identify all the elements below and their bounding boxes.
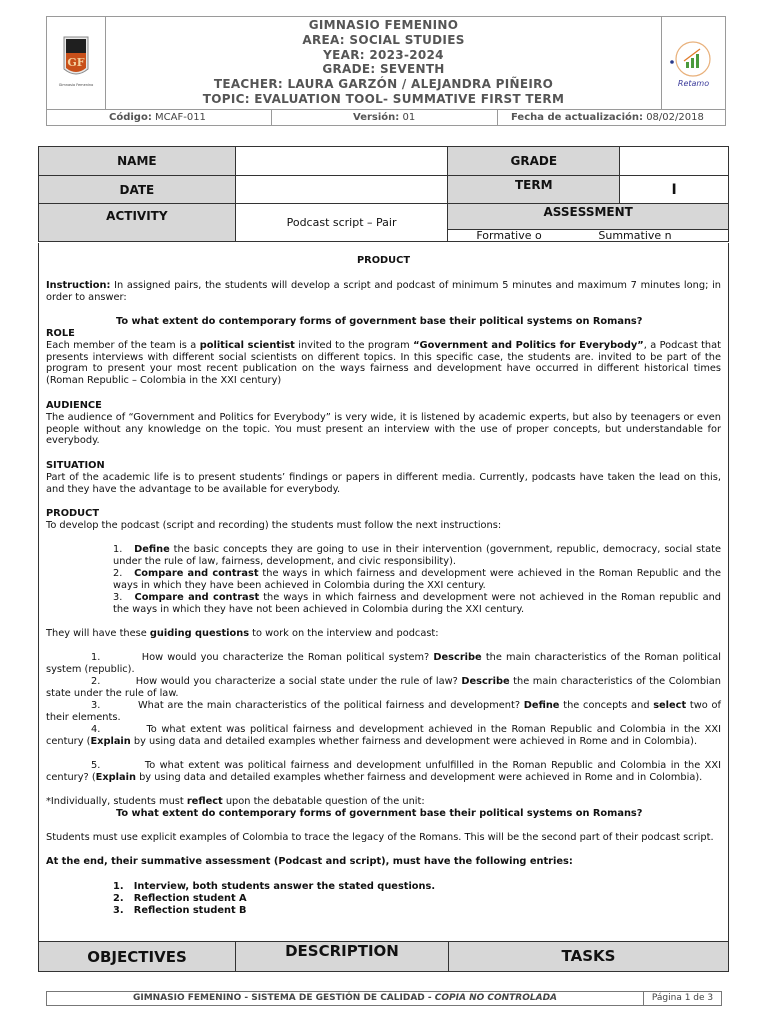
role-bold-2: “Government and Politics for Everybody” xyxy=(413,340,644,351)
grade-field[interactable] xyxy=(620,147,729,176)
date-field[interactable] xyxy=(235,176,448,204)
step-1 xyxy=(113,544,721,567)
gq-4-text-c: by using data and detailed examples whether fairness and development were achieved in Rome and in Colombia). xyxy=(130,735,698,747)
header-line-topic: TOPIC: EVALUATION TOOL- SUMMATIVE FIRST TERM xyxy=(202,91,565,106)
codigo-label: Código: xyxy=(109,112,152,123)
reflect-text-2: upon the debatable question of the unit: xyxy=(222,796,425,807)
name-field[interactable] xyxy=(235,147,448,176)
product-title: PRODUCT xyxy=(356,255,410,266)
entry-1-text: Interview, both students answer the stated questions. xyxy=(133,881,436,892)
retamo-logo xyxy=(661,17,725,109)
gq-5-num: 5. xyxy=(91,760,101,771)
gq-2-num: 2. xyxy=(91,676,101,687)
gq-1-text-a: How would you characterize the Roman political system? xyxy=(141,652,434,663)
gq-3-text-e: two of their elements. xyxy=(46,700,721,723)
guiding-question-1 xyxy=(46,652,721,675)
term-value: I xyxy=(620,176,729,204)
audience-title: AUDIENCE xyxy=(46,400,102,411)
role-title: ROLE xyxy=(46,328,75,339)
codigo-cell xyxy=(109,110,206,125)
objectives-table-header xyxy=(38,941,729,972)
formative-option[interactable]: Formative o xyxy=(476,229,542,242)
situation-title: SITUATION xyxy=(46,460,105,471)
retamo-text: Retamo xyxy=(677,79,710,88)
instruction-label: Instruction: xyxy=(46,280,111,291)
gq-1-num: 1. xyxy=(91,652,101,663)
term-label: TERM xyxy=(448,176,620,204)
entry-3-text: Reflection student B xyxy=(133,905,247,916)
product-paragraph: To develop the podcast (script and recording) the students must follow the next instructions: xyxy=(46,520,502,531)
footer-text: GIMNASIO FEMENINO - SISTEMA DE GESTIÓN DE CALIDAD - xyxy=(132,993,435,1003)
gq-1-text-c: the main characteristics of the Roman political system (republic). xyxy=(46,652,721,675)
gq-2-text-a: How would you characterize a social state under the rule of law? xyxy=(135,676,462,687)
summative-entries-intro: At the end, their summative assessment (Podcast and script), must have the following entries: xyxy=(46,856,573,867)
svg-text:GF: GF xyxy=(67,56,85,69)
guiding-question-4 xyxy=(46,724,721,747)
reflect-question: To what extent do contemporary forms of government base their political systems on Romans? xyxy=(116,808,643,819)
instruction-paragraph xyxy=(46,280,721,303)
guiding-question-2 xyxy=(46,676,721,699)
gq-5-text-a: To what extent was political fairness and development unfulfilled in the Roman Republic and Colombia in the XXI century? ( xyxy=(46,760,721,783)
activity-label: ACTIVITY xyxy=(39,204,236,242)
guiding-intro xyxy=(46,628,721,640)
entry-3-num: 3. xyxy=(113,905,124,916)
reflect-bold: reflect xyxy=(186,796,223,807)
header-line-year: YEAR: 2023-2024 xyxy=(323,47,444,62)
footer-uncontrolled: COPIA NO CONTROLADA xyxy=(434,993,558,1003)
entry-2-num: 2. xyxy=(113,893,124,904)
header-title-block xyxy=(105,17,662,109)
role-text-2: invited to the program xyxy=(294,340,414,351)
driving-question: To what extent do contemporary forms of government base their political systems on Romans? xyxy=(116,316,643,327)
guiding-bold: guiding questions xyxy=(149,628,250,639)
date-label: DATE xyxy=(39,176,236,204)
step-3 xyxy=(113,592,721,615)
entry-1-num: 1. xyxy=(113,881,124,892)
gq-3-text-c: the concepts and xyxy=(559,700,654,711)
role-paragraph xyxy=(46,340,721,387)
tasks-header: TASKS xyxy=(561,947,616,965)
codigo-value: MCAF-011 xyxy=(155,112,206,123)
document-control-bar xyxy=(46,109,726,126)
gq-3-num: 3. xyxy=(91,700,101,711)
step-3-text: the ways in which fairness and development were not achieved in the Roman republic and the ways in which they have not been achieved in Colombia during the XXI century. xyxy=(113,592,722,615)
instruction-text: In assigned pairs, the students will develop a script and podcast of minimum 5 minutes and maximum 7 minutes long; in order to answer: xyxy=(46,280,721,303)
reflect-text-1: *Individually, students must xyxy=(46,796,187,807)
step-3-num: 3. xyxy=(113,592,123,603)
guiding-text-1: They will have these xyxy=(46,628,150,639)
gq-4-bold: Explain xyxy=(90,735,131,747)
guiding-question-3 xyxy=(46,700,721,723)
header-line-grade: GRADE: SEVENTH xyxy=(322,62,445,77)
gq-3-bold-1: Define xyxy=(523,700,560,711)
gq-4-text-a: To what extent was political fairness and development achieved in the Roman Republic and Colombia in the XXI century ( xyxy=(46,724,721,747)
step-1-text: the basic concepts they are going to use in their intervention (government, republic, democracy, social state under the rule of law, fairness, development, and civic responsibility). xyxy=(113,544,721,567)
grade-label: GRADE xyxy=(448,147,620,176)
gq-5-bold: Explain xyxy=(95,771,136,783)
guiding-question-5 xyxy=(46,760,721,783)
situation-paragraph: Part of the academic life is to present students’ findings or papers in different media. Currently, podcasts have taken the lead on this, and they have the advantage to be available for everybody. xyxy=(46,472,721,495)
summative-option[interactable]: Summative n xyxy=(598,229,672,242)
product-subtitle: PRODUCT xyxy=(46,508,100,519)
school-logo xyxy=(47,17,106,109)
gq-3-bold-2: select xyxy=(653,700,687,711)
role-text-1: Each member of the team is a xyxy=(46,340,200,351)
entry-1 xyxy=(113,881,435,893)
objectives-header: OBJECTIVES xyxy=(87,948,187,966)
description-header: DESCRIPTION xyxy=(285,942,399,960)
entry-2 xyxy=(113,893,247,905)
fecha-cell xyxy=(511,110,704,125)
step-2 xyxy=(113,568,721,591)
version-label: Versión: xyxy=(353,112,400,123)
product-section xyxy=(38,243,729,941)
assessment-options xyxy=(448,230,729,242)
version-cell xyxy=(353,110,415,125)
page-footer xyxy=(46,991,722,1006)
step-2-num: 2. xyxy=(113,568,123,579)
header-line-teacher: TEACHER: LAURA GARZÓN / ALEJANDRA PIÑEIRO xyxy=(213,77,554,92)
activity-value: Podcast script – Pair xyxy=(235,204,448,242)
step-3-bold: Compare and contrast xyxy=(134,592,260,603)
step-1-bold: Define xyxy=(134,544,170,555)
entry-3 xyxy=(113,905,247,917)
gq-4-num: 4. xyxy=(91,724,101,735)
gq-5-text-c: by using data and detailed examples whether fairness and development were achieved in Rome and in Colombia). xyxy=(135,771,703,783)
step-1-num: 1. xyxy=(113,544,123,555)
fecha-label: Fecha de actualización: xyxy=(511,112,643,123)
audience-paragraph: The audience of “Government and Politics for Everybody” is very wide, it is listened by academic experts, but also by teenagers or even people without any knowledge on the topic. You must present an interview with the use of proper concepts, but understandable for everybody. xyxy=(46,412,721,447)
footer-quality-system xyxy=(47,992,643,1005)
page-number: Página 1 de 3 xyxy=(651,993,714,1003)
gq-1-bold: Describe xyxy=(433,652,482,663)
guiding-text-2: to work on the interview and podcast: xyxy=(249,628,439,639)
logo-caption: Gimnasio Femenino xyxy=(58,83,94,87)
header-line-school: GIMNASIO FEMENINO xyxy=(308,18,459,32)
step-2-text: the ways in which fairness and development were achieved in the Roman Republic and the ways in which they have been achieved in Colombia during the XXI century. xyxy=(113,568,721,591)
gq-3-text-a: What are the main characteristics of the political fairness and development? xyxy=(137,700,524,711)
role-text-3: , a Podcast that presents interviews with different social scientists on different topics. In this specific case, the students are. invited to be part of the program to present your most recent publication on the ways fairness and development have occurred in different historical times (Roman Republic – Colombia in the XXI century) xyxy=(46,340,721,387)
role-bold-1: political scientist xyxy=(199,340,295,351)
header-line-area: AREA: SOCIAL STUDIES xyxy=(302,32,465,47)
document-header xyxy=(46,16,726,110)
legacy-paragraph: Students must use explicit examples of Colombia to trace the legacy of the Romans. This will be the second part of their podcast script. xyxy=(46,832,714,843)
reflect-paragraph xyxy=(46,796,721,808)
assessment-label: ASSESSMENT xyxy=(448,204,729,230)
name-label: NAME xyxy=(39,147,236,176)
version-value: 01 xyxy=(402,112,416,123)
entry-2-text: Reflection student A xyxy=(133,893,247,904)
step-2-bold: Compare and contrast xyxy=(134,568,259,579)
fecha-value: 08/02/2018 xyxy=(646,112,704,123)
gq-2-text-c: the main characteristics of the Colombian state under the rule of law. xyxy=(46,676,721,699)
gq-2-bold: Describe xyxy=(461,676,510,687)
student-info-table xyxy=(38,146,729,242)
